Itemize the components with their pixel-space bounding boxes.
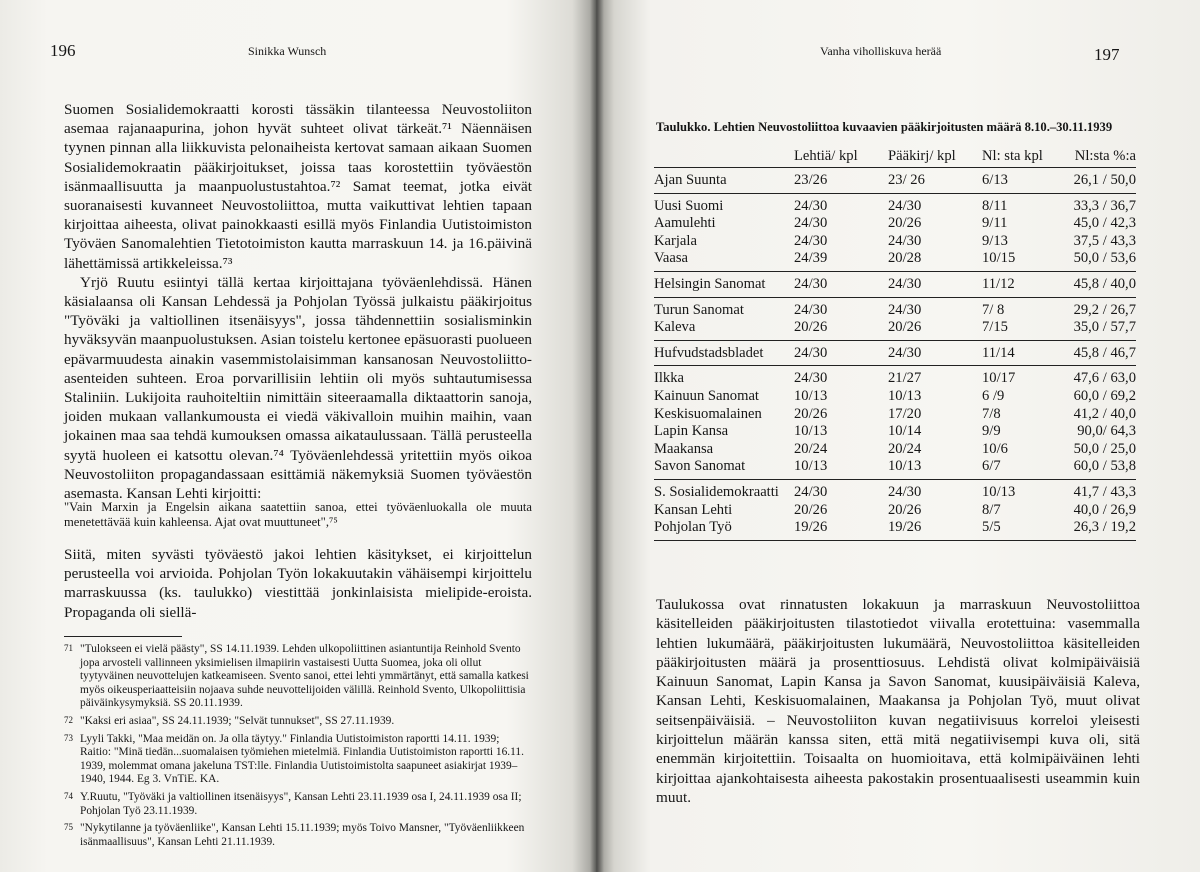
table-cell: 20/26 — [888, 319, 982, 340]
footnote — [64, 733, 532, 787]
table-cell: Savon Sanomat — [654, 458, 794, 479]
table-cell: 11/12 — [982, 271, 1058, 297]
table-cell: 11/14 — [982, 340, 1058, 366]
right-page-number: 197 — [1094, 45, 1120, 64]
table-header-row — [654, 145, 1136, 168]
table-row — [654, 458, 1136, 479]
table-cell: 26,3 / 19,2 — [1058, 519, 1136, 540]
table-cell: 20/24 — [888, 440, 922, 457]
table-cell: 5/5 — [982, 519, 1058, 540]
table-cell: 20/26 — [888, 215, 922, 232]
table-row — [654, 502, 1136, 520]
table-cell: Aamulehti — [654, 215, 716, 232]
table-cell: 10/13 — [888, 458, 982, 479]
table-cell: Kainuun Sanomat — [654, 387, 759, 404]
paragraph-1: Suomen Sosialidemokraatti korosti tässäkin tilanteessa Neuvostoliiton asemaa rajanaapurina, johon hyvät suhteet olivat tärkeät.⁷¹ Näennäisen tyynen pinnan alla liikkuvista pelonaiheista kertovat samaan aikaan Suomen Sosialidemokraatin pääkirjoitukset, joissa taas korostettiin työväestön isänmaallisuutta ja maanpuolustustahtoa.⁷² Samat teemat, jotka eivät suoranaisesti kuvanneet Neuvostoliittoa, mutta vaikuttivat lehtien tapaan kirjoittaa aiheesta, olivat painokkaasti esillä myös Finlandia Uutistoimiston Työväen Sanomalehtien Tietotoimiston kautta marraskuun 14. ja 16.päivinä lähettämissä artikkeleissa.⁷³ — [64, 101, 532, 272]
table-cell: 24/30 — [888, 340, 982, 366]
table-cell: 45,8 / 40,0 — [1058, 271, 1136, 297]
left-body-text — [64, 100, 532, 503]
table-cell: 60,0 / 53,8 — [1058, 458, 1136, 479]
table-cell: 41,2 / 40,0 — [1073, 405, 1136, 422]
footnote — [64, 643, 532, 711]
table-cell: 20/26 — [794, 405, 828, 422]
table-cell: 6/7 — [982, 458, 1058, 479]
table-row — [654, 388, 1136, 406]
table-cell: Karjala — [654, 232, 697, 249]
table-cell: 90,0/ 64,3 — [1077, 423, 1136, 440]
table-cell: 19/26 — [888, 519, 982, 540]
left-page — [0, 0, 596, 872]
table-row — [654, 406, 1136, 424]
footnote-number: 73 — [64, 732, 73, 743]
table-cell: 24/30 — [794, 301, 828, 318]
table-cell: Pohjolan Työ — [654, 519, 794, 540]
table-caption: Taulukko. Lehtien Neuvostoliittoa kuvaavien pääkirjoitusten määrä 8.10.–30.11.1939 — [656, 120, 1113, 134]
table-cell: 8/7 — [982, 501, 1001, 518]
table-cell: 10/13 — [794, 423, 828, 440]
table-cell: 24/30 — [794, 215, 828, 232]
table-cell: 20/28 — [888, 250, 982, 271]
table-header-cell: Lehtiä/ kpl — [794, 145, 888, 168]
footnote — [64, 791, 532, 818]
table-cell: Keskisuomalainen — [654, 405, 762, 422]
table-cell: 24/30 — [794, 370, 828, 387]
table-cell: 21/27 — [888, 370, 922, 387]
table-cell: Turun Sanomat — [654, 301, 744, 318]
footnote-text: Lyyli Takki, "Maa meidän on. Ja olla täytyy." Finlandia Uutistoimiston raportti 14.11. 1939; Raitio: "Minä tiedän...suomalaisen työmiehen mietelmiä. Finlandia Uutistoimiston raportti 16.11. 1939, molemmat omana jakeluna TST:lle. Finlandia Uutistoimistolta saapuneet asiakirjat 1939–1940, 1944. Eg 3. VnTiE. KA. — [80, 732, 524, 786]
table-cell: Lapin Kansa — [654, 423, 729, 440]
block-quote: "Vain Marxin ja Engelsin aikana saatettiin sanoa, ettei työväenluokalla ole muuta menetettävää kuin kahleensa. Ajat ovat muuttuneet",⁷⁵ — [64, 500, 532, 529]
table-cell: 45,8 / 46,7 — [1058, 340, 1136, 366]
statistics-table — [654, 145, 1136, 541]
table-row — [654, 193, 1136, 215]
table-row — [654, 423, 1136, 441]
table-row — [654, 233, 1136, 251]
table-cell: Helsingin Sanomat — [654, 271, 794, 297]
table-cell: 41,7 / 43,3 — [1073, 483, 1136, 500]
table-cell: Ajan Suunta — [654, 168, 794, 194]
table-row — [654, 297, 1136, 319]
table-cell: Uusi Suomi — [654, 197, 724, 214]
table-cell: 24/30 — [888, 197, 922, 214]
table-cell: 50,0 / 53,6 — [1058, 250, 1136, 271]
table-row — [654, 441, 1136, 459]
table-cell: 29,2 / 26,7 — [1073, 301, 1136, 318]
table-header-cell — [654, 145, 794, 168]
table-cell: 10/13 — [888, 387, 922, 404]
paragraph-3: Siitä, miten syvästi työväestö jakoi lehtien käsitykset, ei kirjoittelun perusteella voi arvioida. Pohjolan Työn lokakuutakin vähäisempi kirjoittelu marraskuussa (ks. taulukko) viestittää jonkinlaisista mielipide-eroista. Propaganda oli siellä- — [64, 546, 532, 621]
table-row — [654, 340, 1136, 366]
table-header-cell: Nl:sta %:a — [1058, 145, 1136, 168]
table-cell: Vaasa — [654, 250, 794, 271]
table-cell: 10/13 — [794, 387, 828, 404]
table-cell: 40,0 / 26,9 — [1073, 501, 1136, 518]
table-cell: 45,0 / 42,3 — [1073, 215, 1136, 232]
table-cell: 10/13 — [982, 483, 1016, 500]
table-cell: 17/20 — [888, 405, 922, 422]
table-cell: 24/30 — [888, 301, 922, 318]
table-cell: S. Sosialidemokraatti — [654, 483, 779, 500]
table-cell: 24/30 — [888, 483, 922, 500]
table-row — [654, 215, 1136, 233]
left-page-number: 196 — [50, 41, 76, 60]
table-cell: 20/26 — [794, 319, 888, 340]
book-gutter — [590, 0, 604, 872]
table-cell: 37,5 / 43,3 — [1073, 232, 1136, 249]
table-row — [654, 366, 1136, 388]
table-cell: 7/ 8 — [982, 301, 1005, 318]
footnote — [64, 822, 532, 849]
table-cell: 6 /9 — [982, 387, 1005, 404]
table-cell: 24/30 — [794, 340, 888, 366]
table-cell: 9/9 — [982, 423, 1001, 440]
table-cell: 26,1 / 50,0 — [1058, 168, 1136, 194]
paragraph-2: Yrjö Ruutu esiintyi tällä kertaa kirjoittajana työväenlehdissä. Hänen käsialaansa oli Kansan Lehdessä ja Pohjolan Työssä julkaistu pääkirjoitus "Työväki ja valtiollinen itsenäisyys", jossa tähdennettiin sosialisminkin hyväksyvän maanpuolustuksen. Asian toistelu kertonee epäsuorasti puolueen epävarmuudesta ainakin vasemmistolaisimman kansanosan Neuvostoliitto-asenteiden suhteen. Eroa porvarillisiin lehtiin oli myös suhtautumisessa Staliniin. Lukijoita rauhoiteltiin nimittäin siteeraamalla diktaattorin sanoja, joiden mukaan vallankumousta ei viedä väkivalloin muihin maihin, vaan jokainen maa saa tehdä kumouksen omassa aikataulussaan. Tällä perusteella syytä huoleen ei katsottu olevan.⁷⁴ Työväenlehdessä yritettiin myös oikoa Neuvostoliiton propagandassaan esittämiä näkemyksiä Suomen työväestön asemasta. Kansan Lehti kirjoitti: — [64, 273, 532, 503]
table-cell: 10/17 — [982, 370, 1016, 387]
table-cell: 20/26 — [794, 501, 828, 518]
right-page — [596, 0, 1200, 872]
table-row — [654, 250, 1136, 271]
table-cell: 9/13 — [982, 232, 1008, 249]
right-running-head: Vanha viholliskuva herää — [820, 44, 942, 58]
table-row — [654, 168, 1136, 194]
table-cell: 7/15 — [982, 319, 1058, 340]
table-cell: 7/8 — [982, 405, 1001, 422]
footnote-rule — [64, 636, 182, 637]
table-header-cell: Pääkirj/ kpl — [888, 145, 982, 168]
footnote-text: Y.Ruutu, "Työväki ja valtiollinen itsenäisyys", Kansan Lehti 23.11.1939 osa I, 24.11.1939 osa II; Pohjolan Työ 23.11.1939. — [80, 790, 522, 817]
footnote-text: "Kaksi eri asiaa", SS 24.11.1939; "Selvät tunnukset", SS 27.11.1939. — [80, 714, 395, 727]
table-cell: 24/30 — [794, 232, 828, 249]
right-body-text: Taulukossa ovat rinnatusten lokakuun ja marraskuun Neuvostoliittoa käsitelleiden pääkirjoitusten tilastotiedot viivalla erotettuina: vasemmalla lehtien lukumäärä, pääkirjoitusten lukumäärä, Neuvostoliittoa käsitelleiden pääkirjoitusten määrä ja prosenttiosuus. Lehdistä olivat kolmipäiväisiä Kainuun Sanomat, Lapin Kansa ja Savon Sanomat, kuusipäiväisiä Kaleva, Kansan Lehti, Keskisuomalainen, Maakansa ja Pohjolan Työ, muut olivat seitsenpäiväisiä. – Neuvostoliiton kuvan negatiivisuus korreloi yleisesti kirjoittelun määrän kanssa siten, että mitä negatiivisempi kuva oli, sitä enemmän kirjoitettiin. Toisaalta on huomioitava, että kolmipäiväinen lehti kirjoittaa ajankohtaisesta aiheesta pakostakin prosentuaalisesti useammin kuin muut. — [656, 596, 1140, 806]
table-cell: 10/14 — [888, 423, 922, 440]
footnote-number: 71 — [64, 643, 73, 653]
table-cell: Maakansa — [654, 440, 714, 457]
footnote — [64, 715, 532, 729]
table-cell: 60,0 / 69,2 — [1073, 387, 1136, 404]
footnote-number: 74 — [64, 790, 73, 801]
table-cell: 50,0 / 25,0 — [1073, 440, 1136, 457]
left-running-head: Sinikka Wunsch — [248, 44, 327, 58]
table-cell: 10/13 — [794, 458, 888, 479]
table-row — [654, 479, 1136, 501]
table-cell: 23/ 26 — [888, 168, 982, 194]
footnote-text: "Tulokseen ei vielä päästy", SS 14.11.1939. Lehden ulkopoliittinen asiantuntija Reinhold Svento jopa arvosteli vallinneen yksimielisen ilmapiirin vastaisesti Uutta Suomea, joka oli ollut tyytyväinen neuvottelujen katkeamiseen. Svento sanoi, ettei lehti ymmärtänyt, että samalla katkesi myös oikeusperiaatteisiin nojaava suhde neuvottelijoiden välillä. Reinhold Svento, Ulkopoliittisia päiväinkysymyksiä. SS 20.11.1939. — [80, 643, 529, 710]
table-row — [654, 319, 1136, 340]
table-cell: 9/11 — [982, 215, 1008, 232]
footnote-number: 72 — [64, 714, 73, 725]
table-row — [654, 519, 1136, 540]
table-cell: 24/30 — [888, 271, 982, 297]
table-cell: Hufvudstadsbladet — [654, 340, 794, 366]
footnotes — [64, 643, 532, 853]
table-cell: Kansan Lehti — [654, 501, 733, 518]
table-cell: 10/6 — [982, 440, 1008, 457]
table-cell: 20/26 — [888, 501, 922, 518]
table-cell: 35,0 / 57,7 — [1058, 319, 1136, 340]
footnote-number: 75 — [64, 822, 73, 833]
table-row — [654, 271, 1136, 297]
table-cell: 24/30 — [794, 197, 828, 214]
table-cell: 24/30 — [888, 232, 922, 249]
table-cell: Ilkka — [654, 370, 684, 387]
table-cell: 47,6 / 63,0 — [1073, 370, 1136, 387]
table-cell: Kaleva — [654, 319, 794, 340]
table-cell: 20/24 — [794, 440, 828, 457]
table-cell: 8/11 — [982, 197, 1008, 214]
table-cell: 6/13 — [982, 168, 1058, 194]
table-cell: 24/30 — [794, 483, 828, 500]
table-header-cell: Nl: sta kpl — [982, 145, 1058, 168]
table-cell: 24/39 — [794, 250, 888, 271]
table-cell: 23/26 — [794, 168, 888, 194]
table-cell: 33,3 / 36,7 — [1073, 197, 1136, 214]
table-cell: 24/30 — [794, 271, 888, 297]
table-cell: 10/15 — [982, 250, 1058, 271]
footnote-text: "Nykytilanne ja työväenliike", Kansan Lehti 15.11.1939; myös Toivo Mansner, "Työväenliikkeen isänmaallisuus", Kansan Lehti 21.11.1939. — [80, 822, 525, 848]
table-cell: 19/26 — [794, 519, 888, 540]
